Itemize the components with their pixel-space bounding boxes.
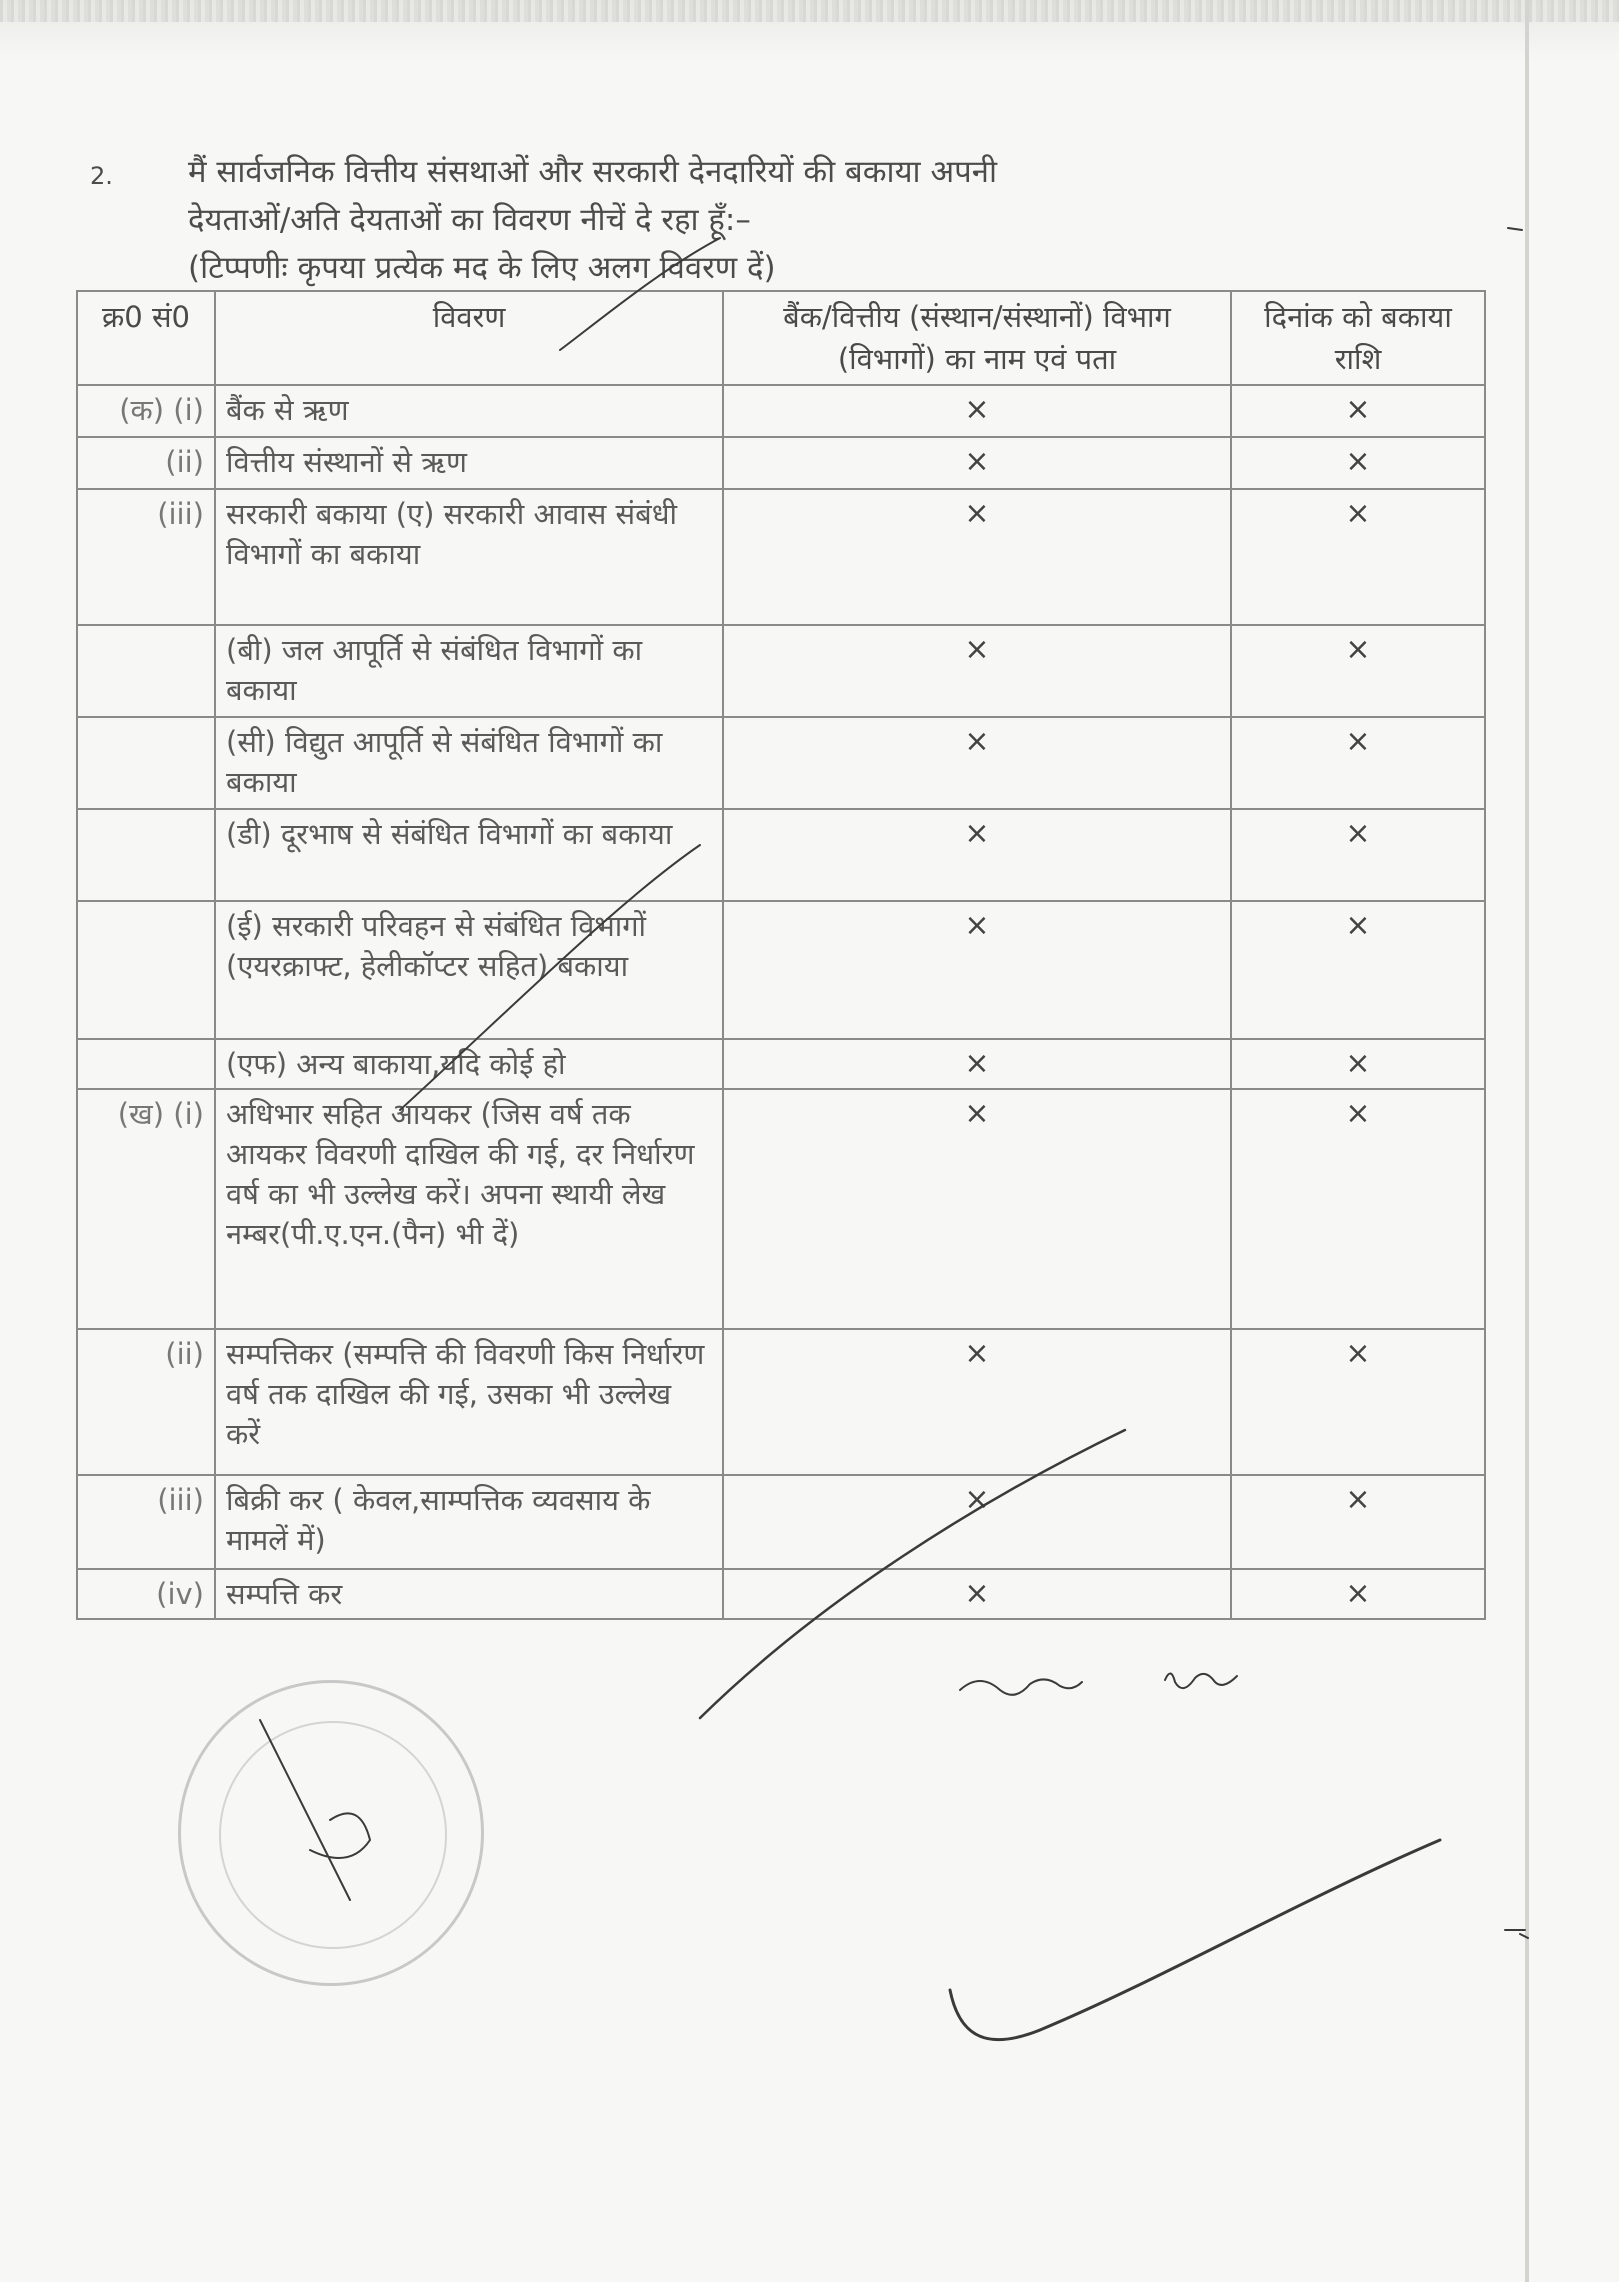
cross-mark-amount: × [1231,385,1485,437]
cross-mark-bank: × [723,385,1231,437]
row-sno: (ii) [77,437,215,489]
row-description: अधिभार सहित आयकर (जिस वर्ष तक आयकर विवरणी दाखिल की गई, दर निर्धारण वर्ष का भी उल्लेख करें। अपना स्थायी लेख नम्बर(पी.ए.एन.(पैन) भी दें) [215,1089,723,1329]
cross-mark-amount: × [1231,717,1485,809]
header-bank-name-address: बैंक/वित्तीय (संस्थान/संस्थानों) विभाग (विभागों) का नाम एवं पता [723,291,1231,385]
section-number: 2. [90,162,113,190]
margin-mark [1505,228,1528,1938]
row-description: सम्पत्तिकर (सम्पत्ति की विवरणी किस निर्धारण वर्ष तक दाखिल की गई, उसका भी उल्लेख करें [215,1329,723,1475]
row-description: बिक्री कर ( केवल,साम्पत्तिक व्यवसाय के मामलें में) [215,1475,723,1569]
row-sno: (iv) [77,1569,215,1619]
intro-note: (टिप्पणीः कृपया प्रत्येक मद के लिए अलग विवरण दें) [188,250,776,286]
cross-mark-amount: × [1231,1039,1485,1089]
cross-mark-bank: × [723,717,1231,809]
cross-mark-bank: × [723,1039,1231,1089]
row-description: (एफ) अन्य बाकाया,यदि कोई हो [215,1039,723,1089]
cross-mark-amount: × [1231,1089,1485,1329]
cross-mark-bank: × [723,1329,1231,1475]
header-sno: क्र0 सं0 [77,291,215,385]
header-outstanding-amount: दिनांक को बकाया राशि [1231,291,1485,385]
cross-mark-amount: × [1231,901,1485,1039]
row-description: (ई) सरकारी परिवहन से संबंधित विभागों (एयरक्राफ्ट, हेलीकॉप्टर सहित) बकाया [215,901,723,1039]
cross-mark-bank: × [723,809,1231,901]
cross-mark-amount: × [1231,625,1485,717]
top-diagonal-stroke [560,238,720,350]
signature-stroke [950,1840,1440,2040]
cross-mark-bank: × [723,489,1231,625]
cross-mark-amount: × [1231,809,1485,901]
seal-signature-scribble [260,1720,370,1900]
cross-mark-amount: × [1231,1475,1485,1569]
row-description: सरकारी बकाया (ए) सरकारी आवास संबंधी विभागों का बकाया [215,489,723,625]
row-description: सम्पत्ति कर [215,1569,723,1619]
row-description: (सी) विद्युत आपूर्ति से संबंधित विभागों का बकाया [215,717,723,809]
cross-mark-bank: × [723,901,1231,1039]
middle-diagonal-stroke [400,845,700,1110]
row-sno: (iii) [77,1475,215,1569]
row-sno: (ख) (i) [77,1089,215,1329]
cross-mark-bank: × [723,1089,1231,1329]
intro-line-1: मैं सार्वजनिक वित्तीय संसथाओं और सरकारी देनदारियों की बकाया अपनी [188,154,997,190]
row-description: (डी) दूरभाष से संबंधित विभागों का बकाया [215,809,723,901]
row-description: वित्तीय संस्थानों से ऋण [215,437,723,489]
row-sno: (ii) [77,1329,215,1475]
cross-mark-amount: × [1231,489,1485,625]
row-description: बैंक से ऋण [215,385,723,437]
cross-mark-amount: × [1231,1329,1485,1475]
header-details: विवरण [215,291,723,385]
diagonal-strike-line [700,1430,1125,1718]
cross-mark-bank: × [723,437,1231,489]
row-sno: (iii) [77,489,215,625]
intro-line-2: देयताओं/अति देयताओं का विवरण नीचें दे रहा हूँ:– [188,202,751,238]
row-sno: (क) (i) [77,385,215,437]
cross-mark-amount: × [1231,1569,1485,1619]
handwritten-name-scribble [960,1673,1237,1694]
cross-mark-bank: × [723,1475,1231,1569]
row-description: (बी) जल आपूर्ति से संबंधित विभागों का बकाया [215,625,723,717]
cross-mark-bank: × [723,1569,1231,1619]
cross-mark-amount: × [1231,437,1485,489]
cross-mark-bank: × [723,625,1231,717]
